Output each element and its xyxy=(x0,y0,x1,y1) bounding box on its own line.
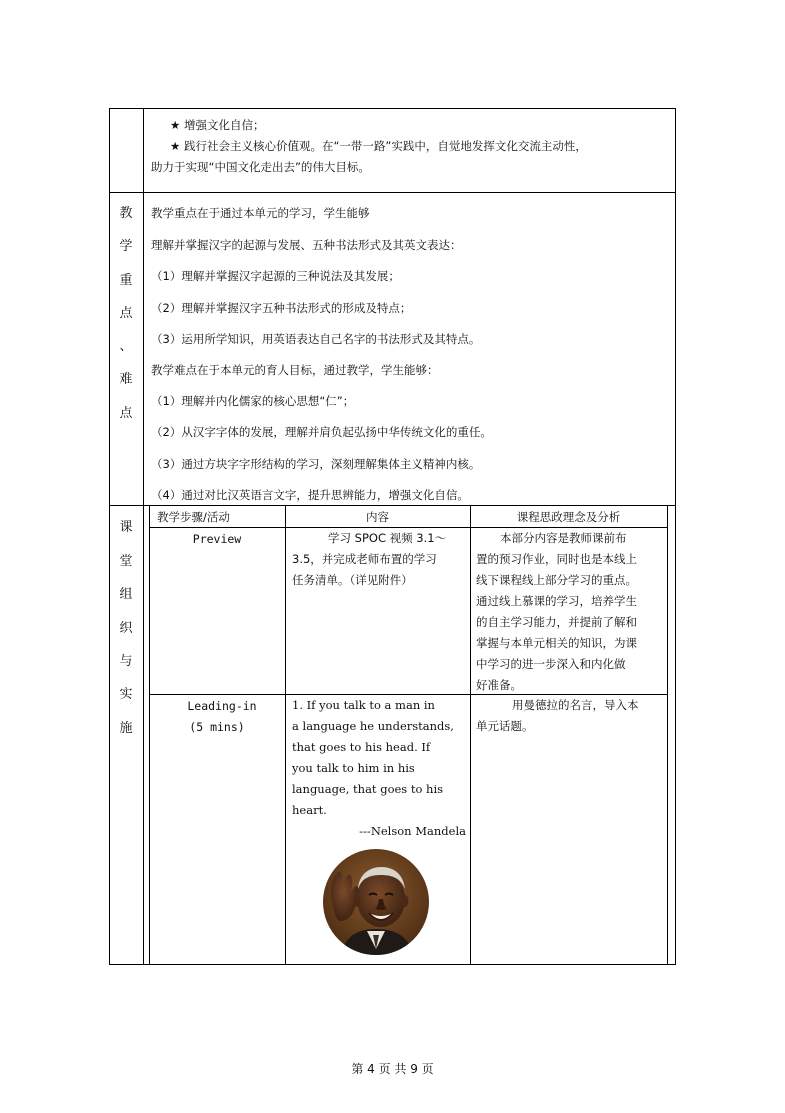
objective-line-1: ★ 增强文化自信； xyxy=(170,118,265,132)
header-content: 内容 xyxy=(366,510,389,524)
table-border-top xyxy=(109,108,676,109)
classroom-label-char: 组 xyxy=(119,587,133,602)
row-leadin-step: Leading-in xyxy=(187,699,257,713)
section-divider-2 xyxy=(109,505,676,506)
row-leadin-duration: (5 mins) xyxy=(189,720,245,734)
row-leadin-content xyxy=(292,695,466,842)
classroom-label-char: 堂 xyxy=(119,554,133,569)
classroom-label-char: 课 xyxy=(119,520,133,535)
key-point-line: （1）理解并掌握汉字起源的三种说法及其发展； xyxy=(151,269,400,283)
quote-line: a language he understands, xyxy=(292,719,454,733)
table-border-right xyxy=(675,108,676,965)
header-analysis: 课程思政理念及分析 xyxy=(516,510,621,524)
key-points-label-char: 难 xyxy=(119,372,133,387)
content-line: 3.5，并完成老师布置的学习 xyxy=(292,552,437,566)
key-point-line: （3）运用所学知识，用英语表达自己名字的书法形式及其特点。 xyxy=(151,332,481,346)
inner-table-left xyxy=(149,505,150,965)
quote-line: heart. xyxy=(292,803,327,817)
objective-line-3: 助力于实现“中国文化走出去”的伟大目标。 xyxy=(151,160,370,174)
page-number: 第 4 页 共 9 页 xyxy=(351,1062,434,1076)
inner-table-right xyxy=(667,505,668,965)
key-point-line: （2）理解并掌握汉字五种书法形式的形成及特点； xyxy=(151,301,412,315)
quote-line: language, that goes to his xyxy=(292,782,444,796)
analysis-line: 单元话题。 xyxy=(476,719,534,733)
key-points-label-char: 点 xyxy=(119,306,133,321)
row-preview-step: Preview xyxy=(192,532,242,546)
section-divider-1 xyxy=(109,192,676,193)
table-border-left xyxy=(109,108,110,965)
analysis-line: 置的预习作业，同时也是本线上 xyxy=(476,552,637,566)
analysis-line: 本部分内容是教师课前布 xyxy=(500,531,627,545)
quote-line: that goes to his head. If xyxy=(292,740,431,754)
quote-attribution: ---Nelson Mandela xyxy=(359,824,466,838)
key-points-label-char: 点 xyxy=(119,406,133,421)
key-point-line: （3）通过方块字字形结构的学习，深刻理解集体主义精神内核。 xyxy=(151,457,481,471)
classroom-label-char: 施 xyxy=(119,721,133,736)
content-line: 任务清单。（详见附件） xyxy=(292,573,413,587)
inner-table-col-1 xyxy=(285,505,286,965)
table-border-bottom xyxy=(109,964,676,965)
analysis-line: 线下课程线上部分学习的重点。 xyxy=(476,573,637,587)
key-point-line: 教学难点在于本单元的育人目标，通过教学，学生能够： xyxy=(151,363,439,377)
row-leadin-analysis xyxy=(476,695,666,737)
key-point-line: （1）理解并内化儒家的核心思想“仁”； xyxy=(151,394,355,408)
key-point-line: （2）从汉字字体的发展，理解并肩负起弘扬中华传统文化的重任。 xyxy=(151,425,492,439)
key-point-line: （4）通过对比汉英语言文字，提升思辨能力，增强文化自信。 xyxy=(151,488,469,502)
analysis-line: 中学习的进一步深入和内化做 xyxy=(476,657,626,671)
row-preview-analysis xyxy=(476,528,666,696)
content-line: 学习 SPOC 视频 3.1～ xyxy=(328,531,447,545)
key-points-label-char: 教 xyxy=(119,206,133,221)
analysis-line: 掌握与本单元相关的知识，为课 xyxy=(476,636,637,650)
quote-line: you talk to him in his xyxy=(292,761,415,775)
analysis-line: 的自主学习能力，并提前了解和 xyxy=(476,615,637,629)
key-points-label-char: 重 xyxy=(119,273,133,288)
classroom-label-char: 与 xyxy=(119,654,133,669)
key-point-line: 理解并掌握汉字的起源与发展、五种书法形式及其英文表达： xyxy=(151,238,462,252)
quote-line: 1. If you talk to a man in xyxy=(292,698,435,712)
portrait-illustration xyxy=(323,849,429,955)
classroom-label-char: 织 xyxy=(119,621,133,636)
analysis-line: 通过线上慕课的学习，培养学生 xyxy=(476,594,637,608)
row-preview-content xyxy=(292,528,468,591)
header-step: 教学步骤/活动 xyxy=(157,510,230,524)
key-point-line: 教学重点在于通过本单元的学习，学生能够 xyxy=(151,206,370,220)
portrait-photo xyxy=(323,849,429,955)
inner-table-col-2 xyxy=(470,505,471,965)
key-points-label-char: 、 xyxy=(119,339,133,354)
analysis-line: 好准备。 xyxy=(476,678,522,692)
key-points-label-char: 学 xyxy=(119,239,133,254)
classroom-label-char: 实 xyxy=(119,687,133,702)
label-column-divider xyxy=(143,108,144,965)
objective-line-2: ★ 践行社会主义核心价值观。在“一带一路”实践中，自觉地发挥文化交流主动性， xyxy=(170,139,587,153)
analysis-line: 用曼德拉的名言，导入本 xyxy=(512,698,639,712)
